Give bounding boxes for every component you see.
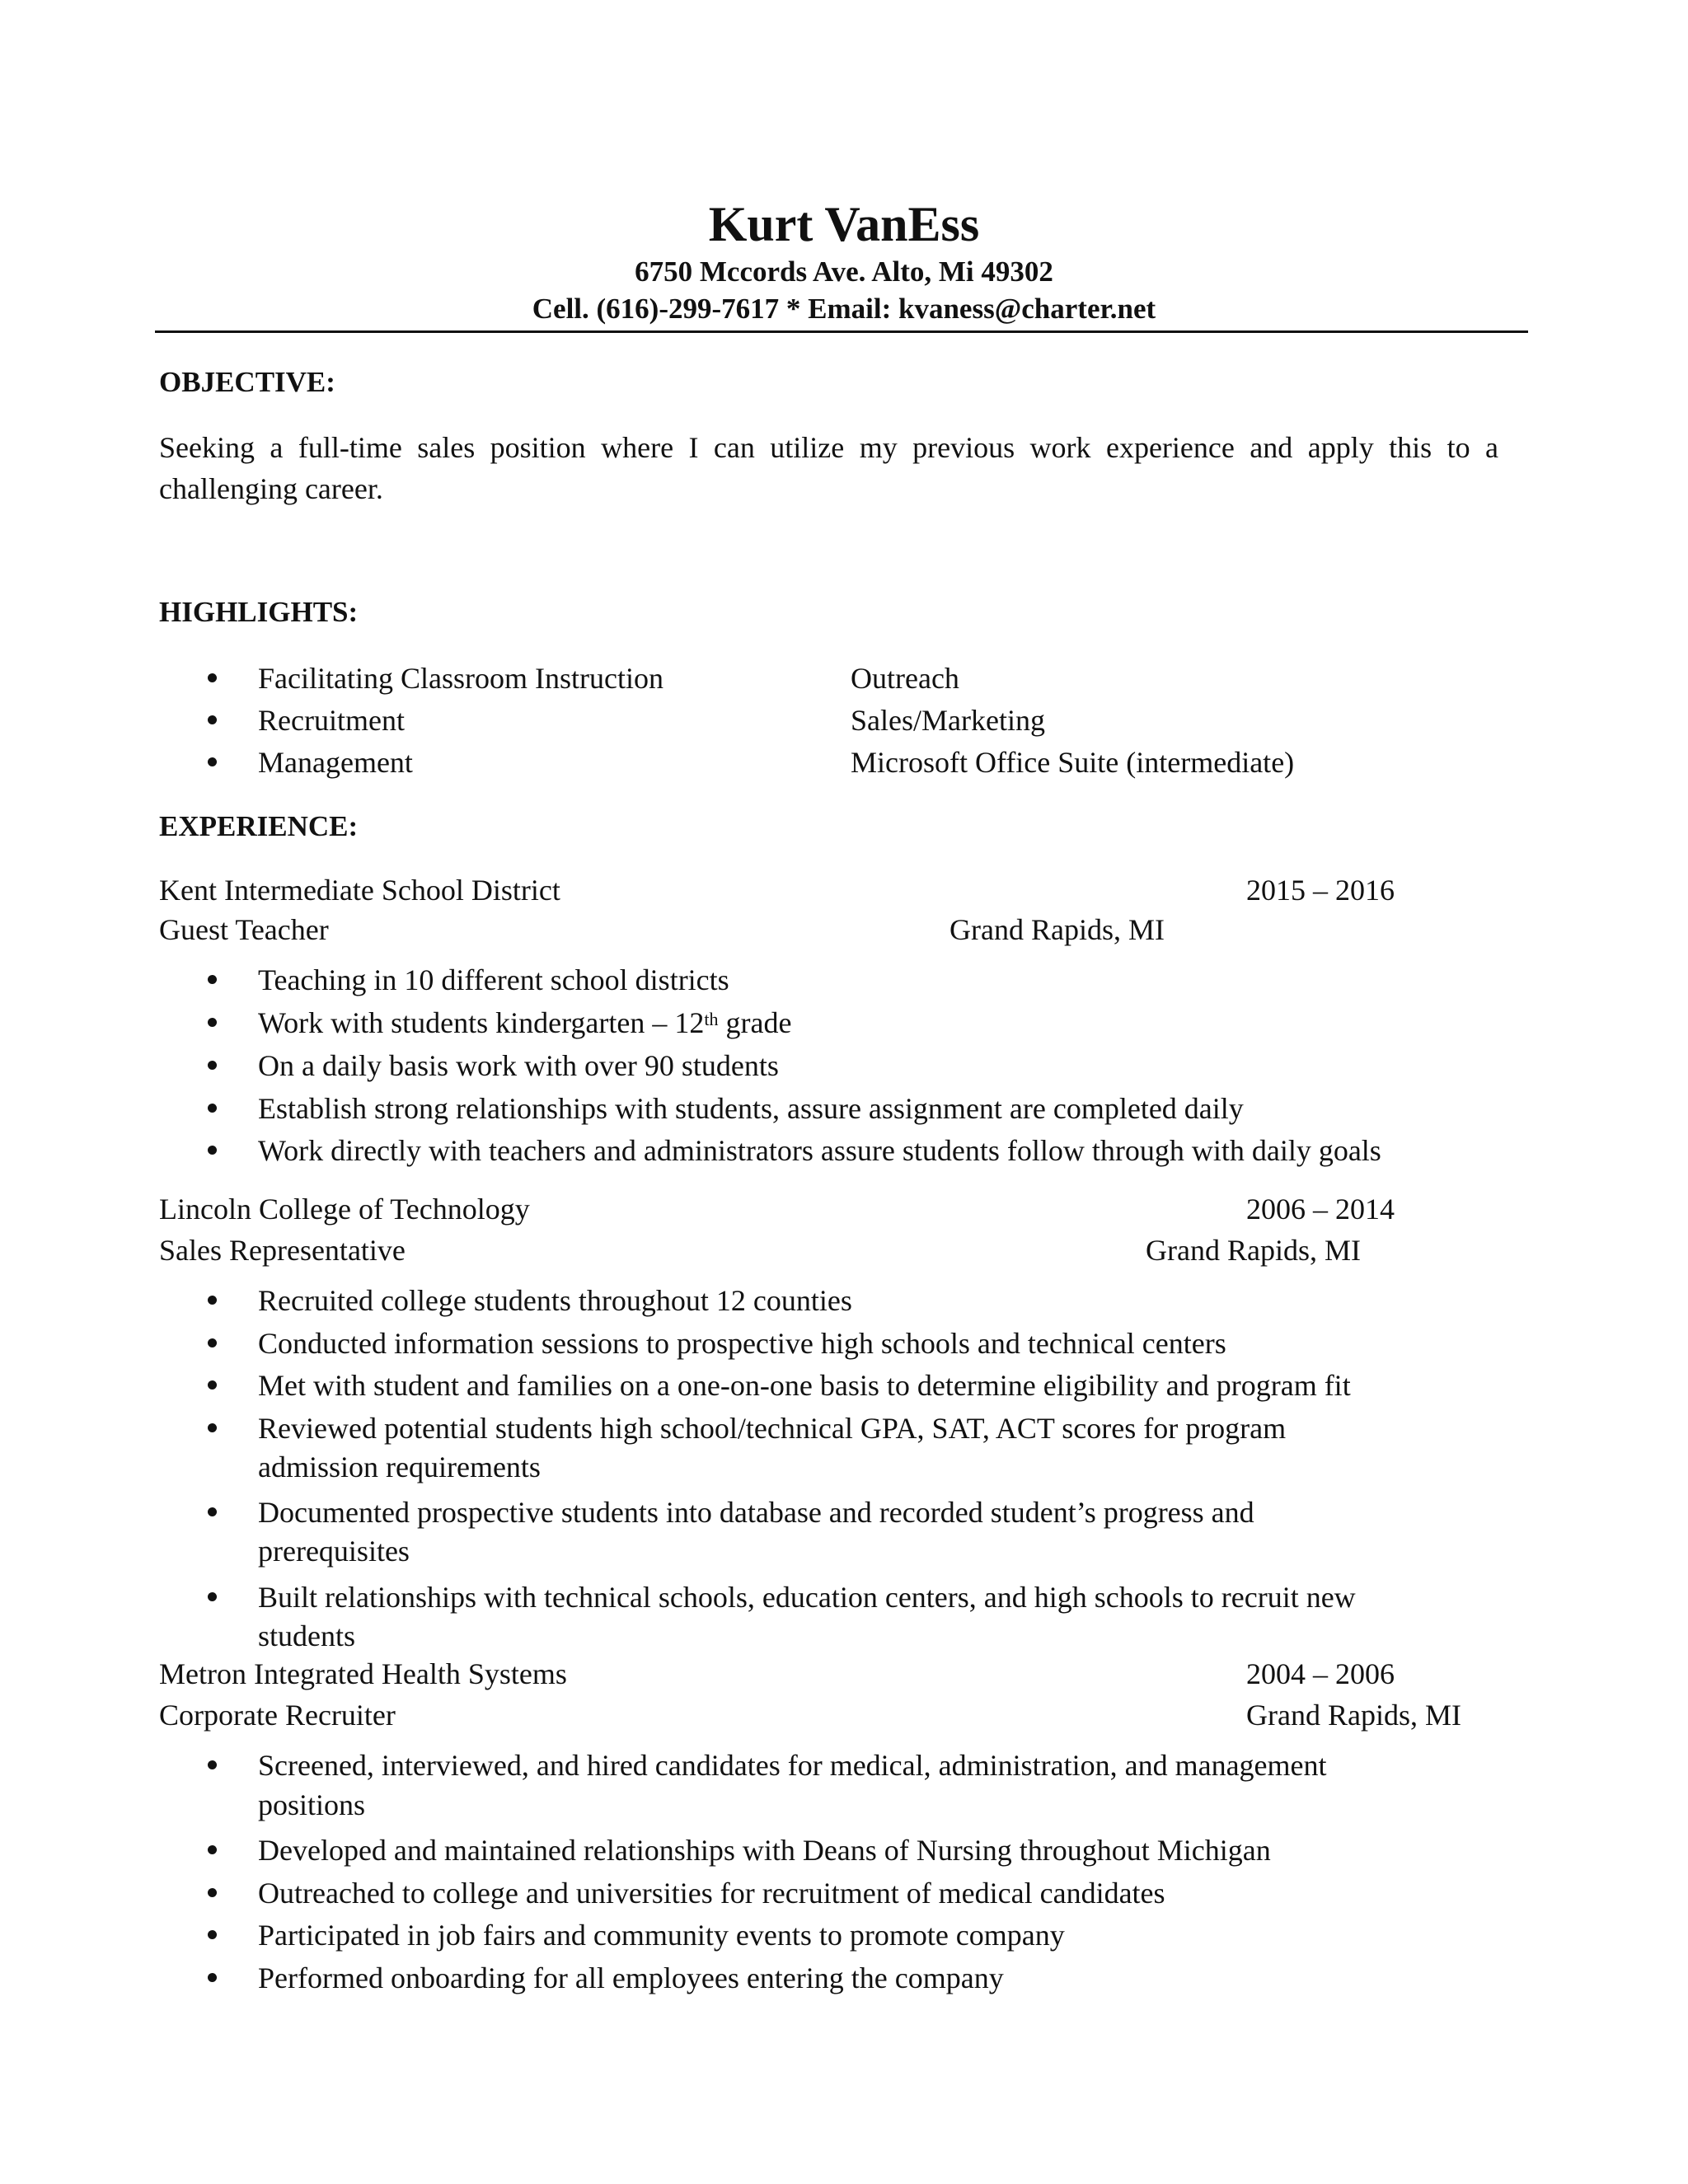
highlights-heading: HIGHLIGHTS: [159,596,359,628]
employment-dates: 2006 – 2014 [1246,1193,1395,1226]
job-bullet: Participated in job fairs and community events to promote company [258,1919,1065,1952]
bullet-icon [208,1888,217,1897]
job-bullet: Conducted information sessions to prospective high schools and technical centers [258,1327,1226,1360]
job-bullet-continuation: positions [258,1788,366,1821]
job-bullet: On a daily basis work with over 90 students [258,1049,779,1082]
highlight-right-item: Microsoft Office Suite (intermediate) [851,746,1295,779]
bullet-icon [208,1380,217,1390]
bullet-icon [208,1592,217,1601]
bullet-icon [208,1104,217,1113]
job-bullet: Built relationships with technical schools, education centers, and high schools to recruit new [258,1581,1356,1614]
job-bullet: Performed onboarding for all employees entering the company [258,1961,1004,1994]
bullet-icon [208,1146,217,1155]
job-bullet: Teaching in 10 different school districts [258,963,729,996]
job-bullet-continuation: students [258,1619,356,1652]
objective-heading: OBJECTIVE: [159,366,335,398]
job-bullet: Work with students kindergarten – 12th grade [258,1006,792,1039]
job-title: Corporate Recruiter [159,1699,396,1732]
bullet-icon [208,1423,217,1432]
job-bullet-continuation: prerequisites [258,1535,410,1568]
bullet-icon [208,757,217,766]
job-bullet: Developed and maintained relationships with Deans of Nursing throughout Michigan [258,1834,1271,1867]
address-line: 6750 Mccords Ave. Alto, Mi 49302 [635,255,1053,288]
highlight-left-item: Management [258,746,413,779]
employer-name: Kent Intermediate School District [159,874,560,907]
job-title: Guest Teacher [159,913,329,946]
bullet-icon [208,715,217,724]
employment-dates: 2004 – 2006 [1246,1657,1395,1690]
job-bullet: Documented prospective students into database and recorded student’s progress and [258,1496,1254,1529]
bullet-icon [208,1296,217,1305]
bullet-icon [208,1845,217,1854]
employer-name: Lincoln College of Technology [159,1193,530,1226]
job-bullet: Work directly with teachers and administrators assure students follow through with daily goals [258,1134,1381,1167]
experience-heading: EXPERIENCE: [159,810,359,842]
applicant-name: Kurt VanEss [708,197,980,251]
job-title: Sales Representative [159,1234,406,1267]
job-bullet: Reviewed potential students high school/technical GPA, SAT, ACT scores for program [258,1412,1287,1445]
header-rule [155,330,1528,333]
job-bullet: Outreached to college and universities for recruitment of medical candidates [258,1877,1165,1910]
employment-dates: 2015 – 2016 [1246,874,1395,907]
job-location: Grand Rapids, MI [1146,1234,1361,1267]
highlight-right-item: Outreach [851,662,959,695]
highlight-left-item: Recruitment [258,704,405,737]
bullet-icon [208,1973,217,1982]
job-bullet: Met with student and families on a one-on-one basis to determine eligibility and program fit [258,1369,1351,1402]
job-location: Grand Rapids, MI [950,913,1165,946]
bullet-icon [208,1930,217,1939]
highlight-left-item: Facilitating Classroom Instruction [258,662,663,695]
bullet-icon [208,1018,217,1027]
job-bullet: Establish strong relationships with students, assure assignment are completed daily [258,1092,1244,1125]
job-bullet: Recruited college students throughout 12 counties [258,1284,852,1317]
objective-text: Seeking a full-time sales position where I can utilize my previous work experience and apply this to a challenging career. [159,431,1498,505]
bullet-icon [208,1061,217,1070]
employer-name: Metron Integrated Health Systems [159,1657,567,1690]
bullet-icon [208,1760,217,1769]
bullet-icon [208,673,217,682]
job-bullet-continuation: admission requirements [258,1451,541,1483]
bullet-icon [208,1338,217,1347]
bullet-icon [208,1507,217,1516]
job-bullet: Screened, interviewed, and hired candidates for medical, administration, and management [258,1749,1327,1782]
bullet-icon [208,975,217,984]
contact-line: Cell. (616)-299-7617 * Email: kvaness@charter.net [532,293,1156,325]
job-location: Grand Rapids, MI [1246,1699,1461,1732]
highlight-right-item: Sales/Marketing [851,704,1045,737]
